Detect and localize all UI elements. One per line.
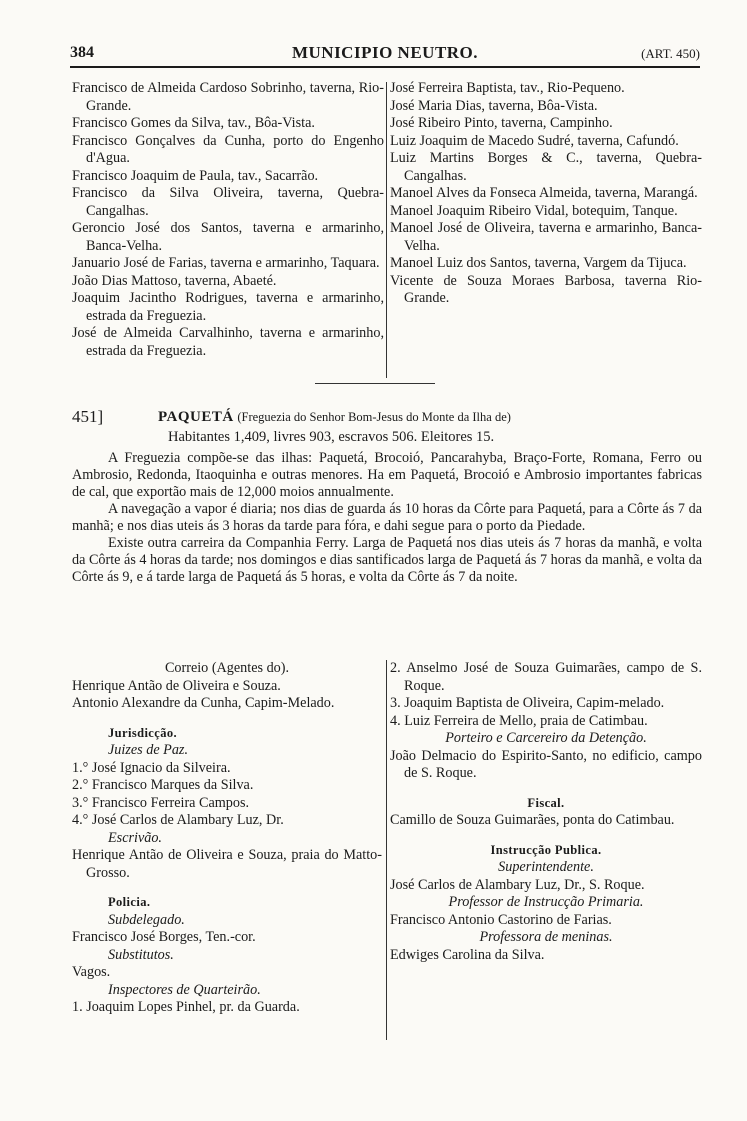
population-stats: Habitantes 1,409, livres 903, escravos 506. Eleitores 15.	[168, 429, 495, 445]
policia-heading: Policia.	[108, 895, 151, 909]
list-item: José Maria Dias, taverna, Bôa-Vista.	[390, 97, 598, 114]
section-body	[72, 450, 702, 586]
list-item: 4.° José Carlos de Alambary Luz, Dr.	[72, 812, 284, 828]
list-item: Vicente de Souza Moraes Barbosa, taverna Rio-Grande.	[390, 272, 702, 306]
superintendente-heading: Superintendente.	[498, 859, 594, 875]
parish-name: PAQUETÁ	[158, 409, 234, 425]
page-header	[70, 40, 700, 68]
list-item: Vagos.	[72, 964, 111, 980]
correio-heading: Correio (Agentes do).	[164, 660, 290, 676]
list-item: Luiz Joaquim de Macedo Sudré, taverna, Cafundó.	[390, 132, 679, 149]
page-number: 384	[70, 44, 94, 61]
list-item: Januario José de Farias, taverna e armarinho, Taquara.	[72, 255, 380, 271]
list-item: José Ferreira Baptista, tav., Rio-Pequeno.	[390, 80, 625, 96]
list-item: Henrique Antão de Oliveira e Souza, praia do Matto-Grosso.	[72, 847, 382, 881]
jurisdiccao-heading: Jurisdicção.	[108, 725, 178, 740]
officials-right	[390, 660, 702, 964]
list-item: 2.° Francisco Marques da Silva.	[72, 777, 254, 793]
list-item: Joaquim Jacintho Rodrigues, taverna e armarinho, estrada da Freguezia.	[72, 290, 384, 324]
list-item: 3. Joaquim Baptista de Oliveira, Capim-melado.	[390, 695, 665, 711]
list-item: 3.° Francisco Ferreira Campos.	[72, 794, 250, 811]
list-item: Francisco da Silva Oliveira, taverna, Quebra-Cangalhas.	[72, 185, 384, 219]
list-item: José Ribeiro Pinto, taverna, Campinho.	[390, 115, 613, 131]
section-divider	[315, 383, 435, 384]
list-item: Manoel Luiz dos Santos, taverna, Vargem da Tijuca.	[390, 255, 687, 271]
list-item: João Dias Mattoso, taverna, Abaeté.	[72, 272, 277, 289]
fiscal-heading: Fiscal.	[527, 795, 565, 810]
list-item: Francisco José Borges, Ten.-cor.	[72, 929, 256, 945]
professor-heading: Professor de Instrucção Primaria.	[448, 894, 644, 910]
list-item: Francisco Gonçalves da Cunha, porto do Engenho d'Agua.	[72, 132, 384, 166]
list-item: Manoel José de Oliveira, taverna e armarinho, Banca-Velha.	[390, 220, 702, 254]
paragraph: Existe outra carreira da Companhia Ferry. Larga de Paquetá nos dias uteis ás 7 horas da manhã, e volta da Côrte ás 4 horas da tarde; nos domingos e dias santificados larga de Paquetá ás 7 horas da manhã, e volta da Côrte ás 9, e á tarde larga de Paquetá ás 5 horas, e volta da Côrte ás 7 da noite.	[72, 535, 702, 585]
list-item: Manoel Joaquim Ribeiro Vidal, botequim, Tanque.	[390, 202, 678, 219]
paragraph: A navegação a vapor é diaria; nos dias de guarda ás 10 horas da Côrte para Paquetá, para a Côrte ás 7 da manhã; e nos dias uteis ás 3 horas da tarde para fóra, e dahi segue para o porto da Piedade.	[72, 501, 702, 534]
list-item: José de Almeida Carvalhinho, taverna e armarinho, estrada da Freguezia.	[72, 325, 384, 359]
inspectores-heading: Inspectores de Quarteirão.	[108, 981, 261, 998]
list-item: José Carlos de Alambary Luz, Dr., S. Roque.	[390, 876, 645, 893]
list-item: Camillo de Souza Guimarães, ponta do Catimbau.	[390, 812, 675, 828]
column-divider	[386, 82, 387, 378]
list-item: 1.° José Ignacio da Silveira.	[72, 759, 231, 776]
officials-left	[72, 660, 382, 1017]
column-divider	[386, 660, 387, 1040]
parish-full-name: (Freguezia do Senhor Bom-Jesus do Monte da Ilha de)	[237, 410, 511, 424]
escrivao-heading: Escrivão.	[108, 829, 162, 846]
list-item: Francisco Gomes da Silva, tav., Bôa-Vista.	[72, 115, 315, 131]
professora-heading: Professora de meninas.	[479, 929, 613, 945]
list-item: 2. Anselmo José de Souza Guimarães, campo de S. Roque.	[390, 660, 702, 694]
list-item: João Delmacio do Espirito-Santo, no edificio, campo de S. Roque.	[390, 747, 702, 781]
porteiro-heading: Porteiro e Carcereiro da Detenção.	[445, 730, 647, 746]
juizes-heading: Juizes de Paz.	[108, 742, 188, 758]
paragraph: A Freguezia compõe-se das ilhas: Paquetá, Brocoió, Pancarahyba, Braço-Forte, Romana, Ferro ou Ambrosio, Redonda, Itaoquinha e outras menores. Ha em Paquetá, Brocoió e Ambrosio importantes fabricas de cal, que exportão mais de 12,000 moios annualmente.	[72, 450, 702, 500]
section-title	[158, 408, 511, 426]
list-item: Francisco Joaquim de Paula, tav., Sacarrão.	[72, 167, 319, 184]
section-number: 451]	[72, 407, 104, 426]
article-reference: (ART. 450)	[641, 46, 700, 61]
list-item: Luiz Martins Borges & C., taverna, Quebra-Cangalhas.	[390, 150, 702, 184]
list-item: Henrique Antão de Oliveira e Souza.	[72, 677, 281, 694]
substitutos-heading: Substitutos.	[108, 946, 174, 963]
list-item: Geroncio José dos Santos, taverna e armarinho, Banca-Velha.	[72, 220, 384, 254]
list-item: Antonio Alexandre da Cunha, Capim-Melado.	[72, 695, 335, 711]
list-item: Edwiges Carolina da Silva.	[390, 946, 545, 963]
list-item: Francisco de Almeida Cardoso Sobrinho, taverna, Rio-Grande.	[72, 80, 384, 114]
page-title: MUNICIPIO NEUTRO.	[291, 43, 479, 62]
merchant-list-left	[72, 80, 384, 360]
list-item: Manoel Alves da Fonseca Almeida, taverna, Marangá.	[390, 185, 698, 201]
list-item: Francisco Antonio Castorino de Farias.	[390, 911, 612, 928]
list-item: 1. Joaquim Lopes Pinhel, pr. da Guarda.	[72, 999, 300, 1015]
instruccao-heading: Instrucção Publica.	[490, 842, 602, 857]
merchant-list-right	[390, 80, 702, 308]
subdelegado-heading: Subdelegado.	[108, 911, 185, 928]
list-item: 4. Luiz Ferreira de Mello, praia de Catimbau.	[390, 712, 648, 729]
